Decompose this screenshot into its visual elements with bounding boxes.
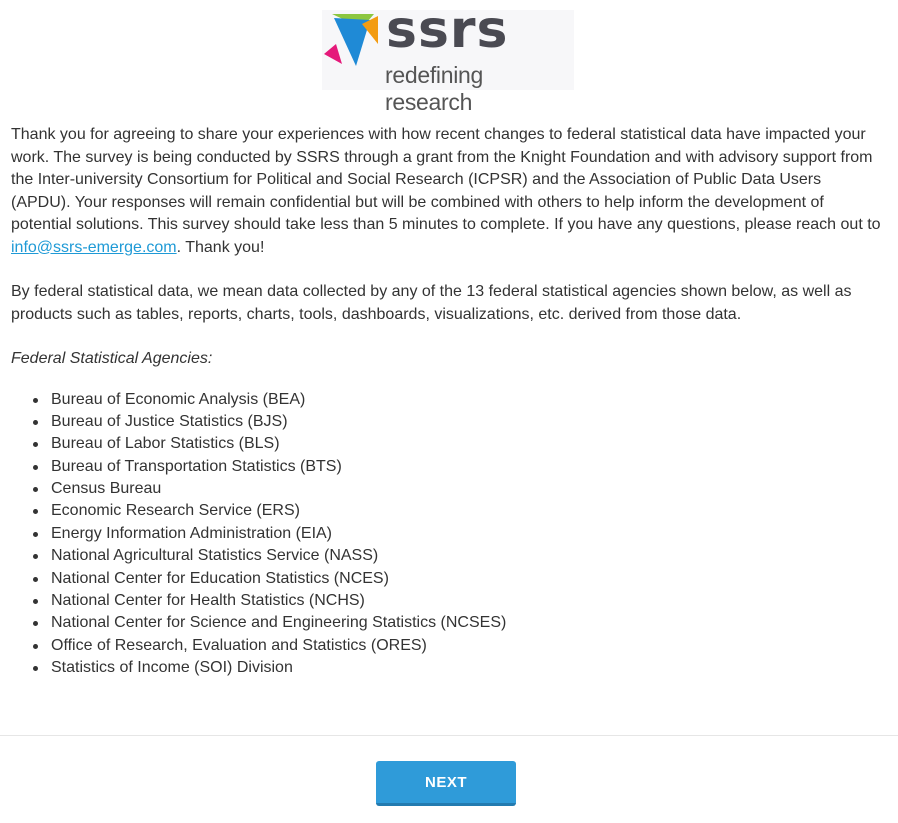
- agency-name: Bureau of Transportation Statistics (BTS): [51, 457, 342, 475]
- bullet-icon: [33, 644, 38, 649]
- list-item: [33, 657, 883, 679]
- list-item: [33, 545, 883, 567]
- intro-text: Thank you for agreeing to share your experiences with how recent changes to federal statistical data have impacted your work. The survey is being conducted by SSRS through a grant from the Knight Foundation and with advisory support from the Inter-university Consortium for Political and Social Research (ICPSR) and the Association of Public Data Users (APDU). Your responses will remain confidential but will be combined with others to help inform the development of potential solutions. This survey should take less than 5 minutes to complete. If you have any questions, please reach out to: [11, 126, 881, 233]
- next-button[interactable]: NEXT: [376, 761, 516, 806]
- agency-name: Economic Research Service (ERS): [51, 502, 300, 520]
- bullet-icon: [33, 398, 38, 403]
- agency-name: Bureau of Labor Statistics (BLS): [51, 435, 280, 453]
- contact-email-link[interactable]: info@ssrs-emerge.com: [11, 238, 177, 256]
- survey-intro-content: [11, 124, 883, 680]
- list-item: [33, 500, 883, 522]
- list-item: [33, 635, 883, 657]
- list-item: [33, 523, 883, 545]
- list-item: [33, 568, 883, 590]
- bullet-icon: [33, 577, 38, 582]
- bullet-icon: [33, 599, 38, 604]
- ssrs-logo-mark-icon: [322, 10, 386, 90]
- agencies-list: [11, 389, 883, 680]
- intro-paragraph: [11, 124, 883, 259]
- agency-name: Statistics of Income (SOI) Division: [51, 659, 293, 677]
- list-item: [33, 389, 883, 411]
- agency-name: Bureau of Economic Analysis (BEA): [51, 390, 306, 408]
- bullet-icon: [33, 621, 38, 626]
- agency-name: National Center for Science and Engineering Statistics (NCSES): [51, 614, 507, 632]
- intro-closing-text: . Thank you!: [176, 238, 265, 256]
- definition-paragraph: By federal statistical data, we mean data collected by any of the 13 federal statistical agencies shown below, as well as products such as tables, reports, charts, tools, dashboards, visualizations, etc. derived from those data.: [11, 283, 852, 323]
- logo-tagline: redefining research: [385, 62, 484, 115]
- bullet-icon: [33, 487, 38, 492]
- bullet-icon: [33, 554, 38, 559]
- agency-name: Census Bureau: [51, 480, 162, 498]
- agency-name: National Center for Education Statistics (NCES): [51, 569, 389, 587]
- list-item: [33, 590, 883, 612]
- list-item: [33, 411, 883, 433]
- agency-name: National Agricultural Statistics Service (NASS): [51, 547, 379, 565]
- list-item: [33, 456, 883, 478]
- bullet-icon: [33, 666, 38, 671]
- list-item: [33, 478, 883, 500]
- agency-name: Energy Information Administration (EIA): [51, 524, 333, 542]
- list-item: [33, 433, 883, 455]
- bullet-icon: [33, 465, 38, 470]
- agency-name: Bureau of Justice Statistics (BJS): [51, 412, 288, 430]
- agency-name: Office of Research, Evaluation and Statistics (ORES): [51, 636, 427, 654]
- bullet-icon: [33, 532, 38, 537]
- bullet-icon: [33, 442, 38, 447]
- agency-name: National Center for Health Statistics (NCHS): [51, 592, 365, 610]
- agencies-heading: Federal Statistical Agencies:: [11, 350, 213, 367]
- ssrs-logo: [322, 0, 574, 115]
- logo-wordmark: ssrs: [386, 0, 509, 60]
- bullet-icon: [33, 420, 38, 425]
- list-item: [33, 612, 883, 634]
- footer-divider: [0, 735, 898, 736]
- bullet-icon: [33, 509, 38, 514]
